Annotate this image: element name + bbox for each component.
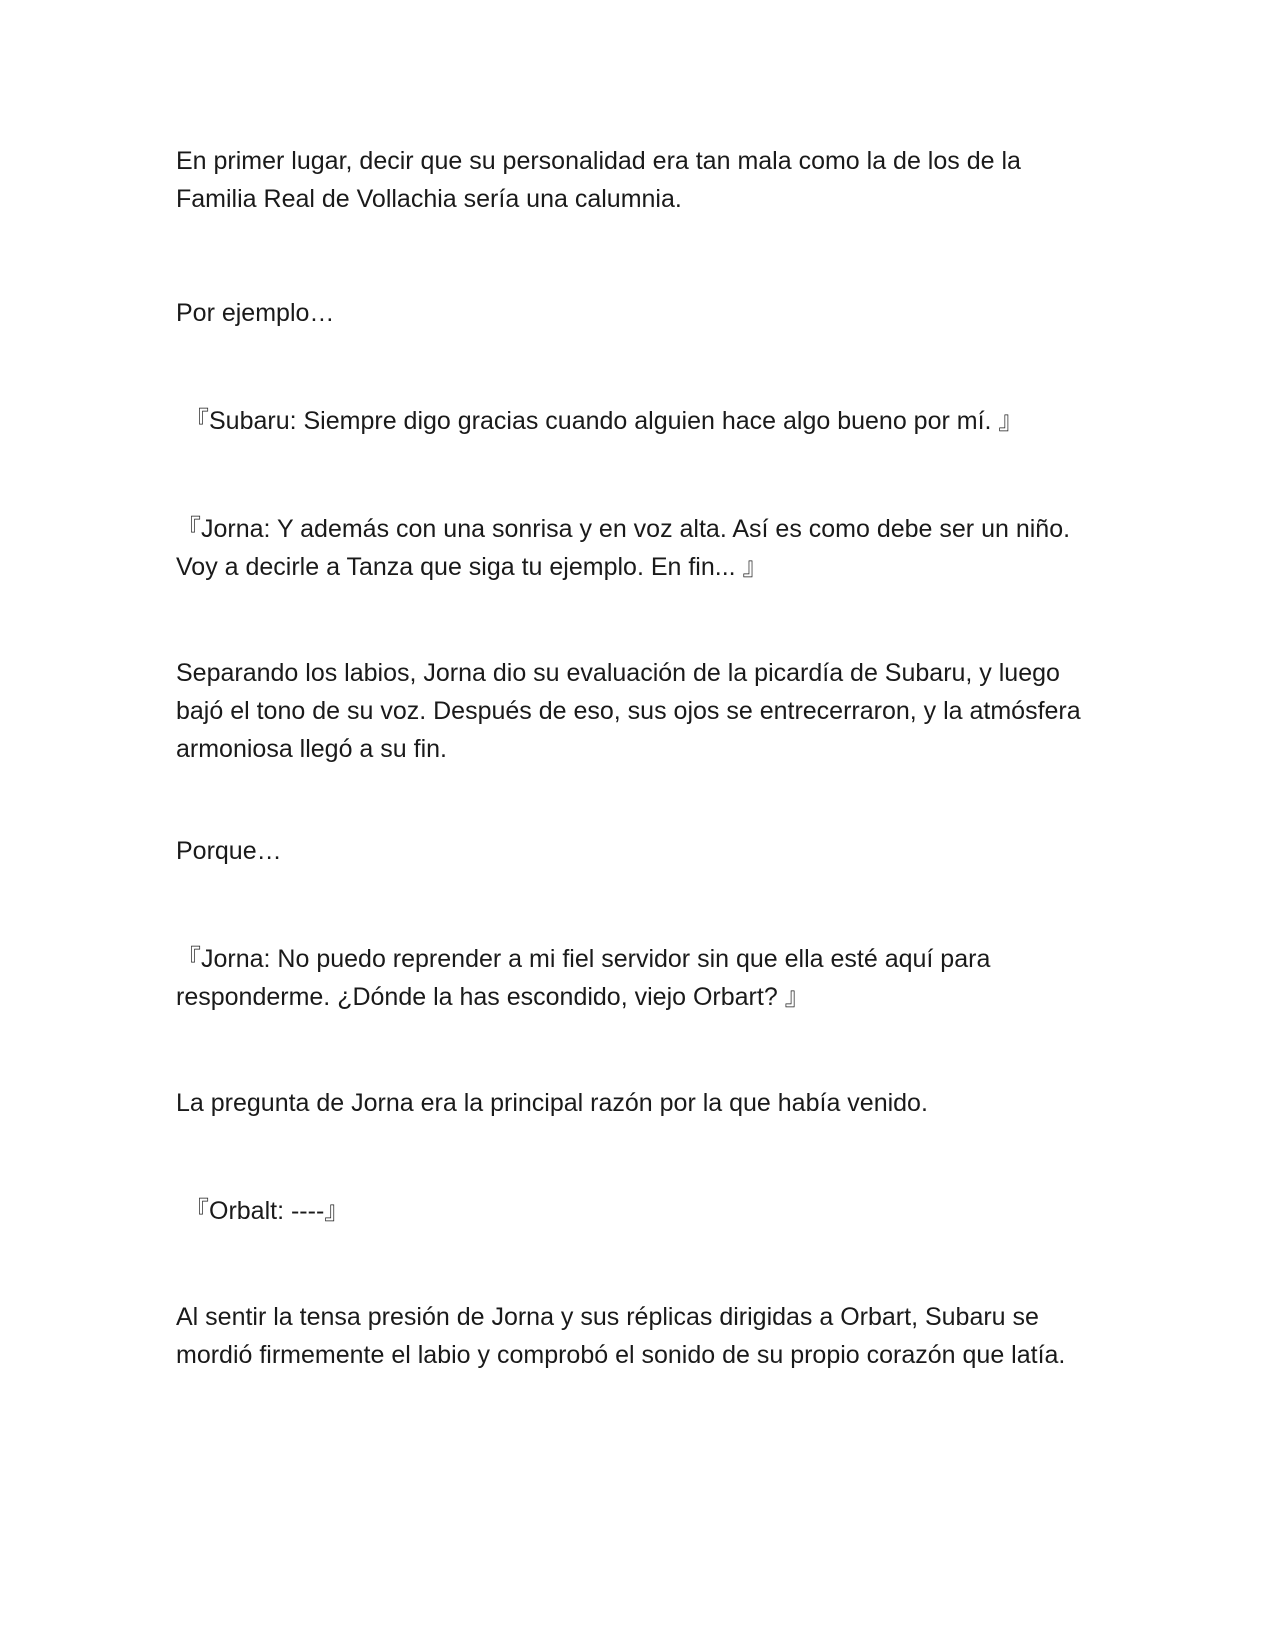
narration-paragraph: Por ejemplo… [176, 299, 335, 327]
narration-paragraph: Porque… [176, 837, 282, 865]
dialogue-line-jorna: 『Jorna: No puedo reprender a mi fiel servidor sin que ella esté aquí para responderme. ¿Dónde la has escondido, viejo Orbart? 』 [176, 945, 991, 1011]
dialogue-line-subaru: 『Subaru: Siempre digo gracias cuando alguien hace algo bueno por mí. 』 [184, 407, 1024, 435]
narration-paragraph: La pregunta de Jorna era la principal razón por la que había venido. [176, 1089, 928, 1117]
dialogue-line-jorna: 『Jorna: Y además con una sonrisa y en voz alta. Así es como debe ser un niño. Voy a decirle a Tanza que siga tu ejemplo. En fin... 』 [176, 515, 1071, 581]
narration-paragraph: Al sentir la tensa presión de Jorna y sus réplicas dirigidas a Orbart, Subaru se mordió firmemente el labio y comprobó el sonido de su propio corazón que latía. [176, 1303, 1066, 1369]
narration-paragraph: En primer lugar, decir que su personalidad era tan mala como la de los de la Familia Real de Vollachia sería una calumnia. [176, 147, 1021, 213]
dialogue-line-orbalt: 『Orbalt: ----』 [184, 1197, 350, 1225]
narration-paragraph: Separando los labios, Jorna dio su evaluación de la picardía de Subaru, y luego bajó el tono de su voz. Después de eso, sus ojos se entrecerraron, y la atmósfera armoniosa llegó a su fin. [176, 659, 1081, 763]
